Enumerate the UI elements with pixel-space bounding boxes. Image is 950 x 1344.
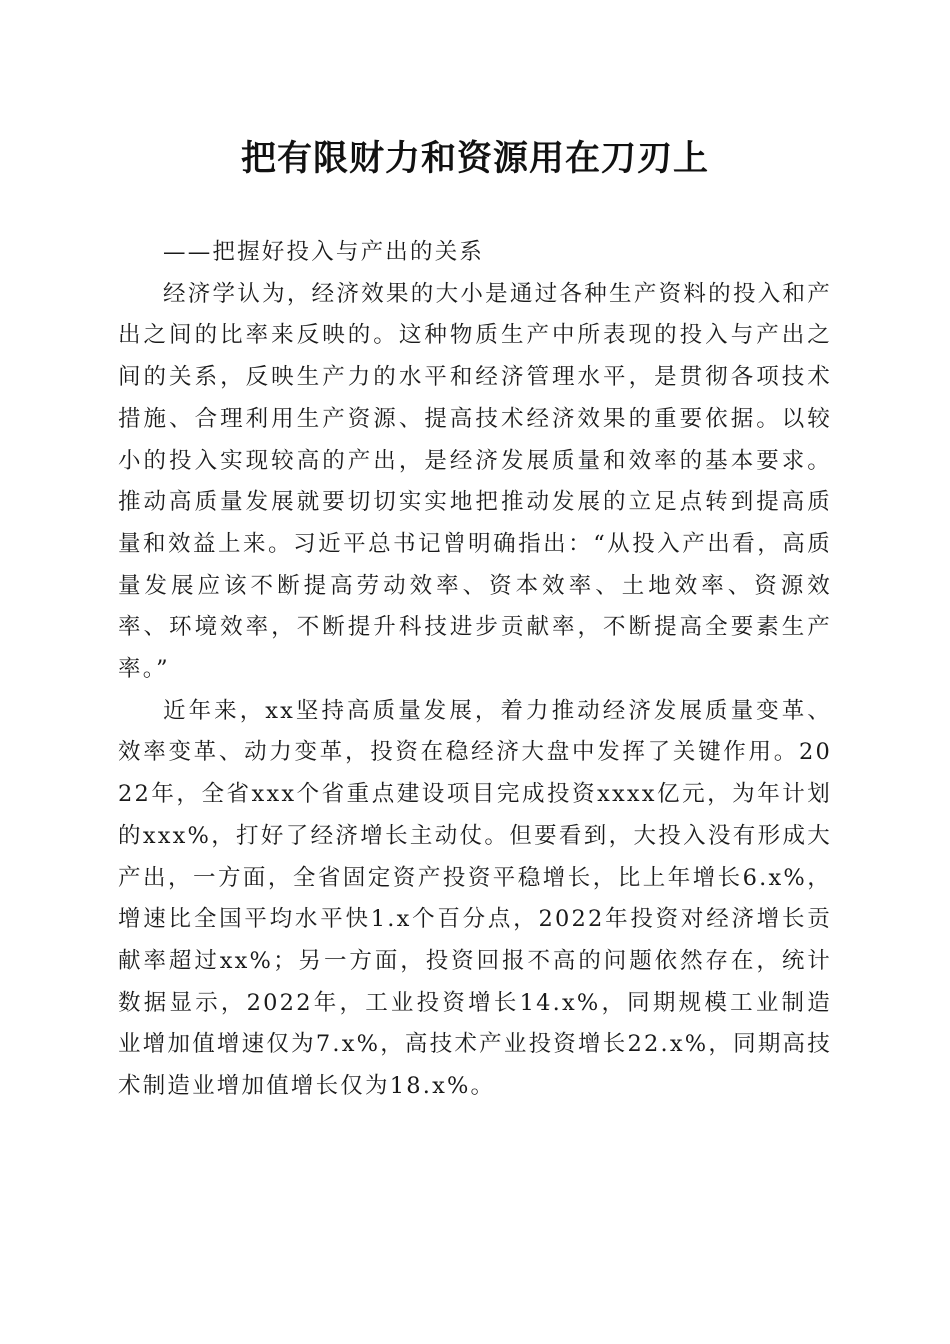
document-subtitle: ——把握好投入与产出的关系 xyxy=(163,239,485,265)
document-body xyxy=(118,232,832,1108)
document-title: 把有限财力和资源用在刀刃上 xyxy=(240,138,709,179)
paragraph-2: 近年来，xx坚持高质量发展，着力推动经济发展质量变革、效率变革、动力变革，投资在稳经济大盘中发挥了关键作用。2022年，全省xxx个省重点建设项目完成投资xxxx亿元，为年计划的xxx%，打好了经济增长主动仗。但要看到，大投入没有形成大产出，一方面，全省固定资产投资平稳增长，比上年增长6.x%，增速比全国平均水平快1.x个百分点，2022年投资对经济增长贡献率超过xx%；另一方面，投资回报不高的问题依然存在，统计数据显示，2022年，工业投资增长14.x%，同期规模工业制造业增加值增速仅为7.x%，高技术产业投资增长22.x%，同期高技术制造业增加值增长仅为18.x%。 xyxy=(118,697,832,1100)
paragraph-1: 经济学认为，经济效果的大小是通过各种生产资料的投入和产出之间的比率来反映的。这种物质生产中所表现的投入与产出之间的关系，反映生产力的水平和经济管理水平，是贯彻各项技术措施、合理利用生产资源、提高技术经济效果的重要依据。以较小的投入实现较高的产出，是经济发展质量和效率的基本要求。推动高质量发展就要切切实实地把推动发展的立足点转到提高质量和效益上来。习近平总书记曾明确指出：“从投入产出看，高质量发展应该不断提高劳动效率、资本效率、土地效率、资源效率、环境效率，不断提升科技进步贡献率，不断提高全要素生产率。” xyxy=(118,280,832,683)
